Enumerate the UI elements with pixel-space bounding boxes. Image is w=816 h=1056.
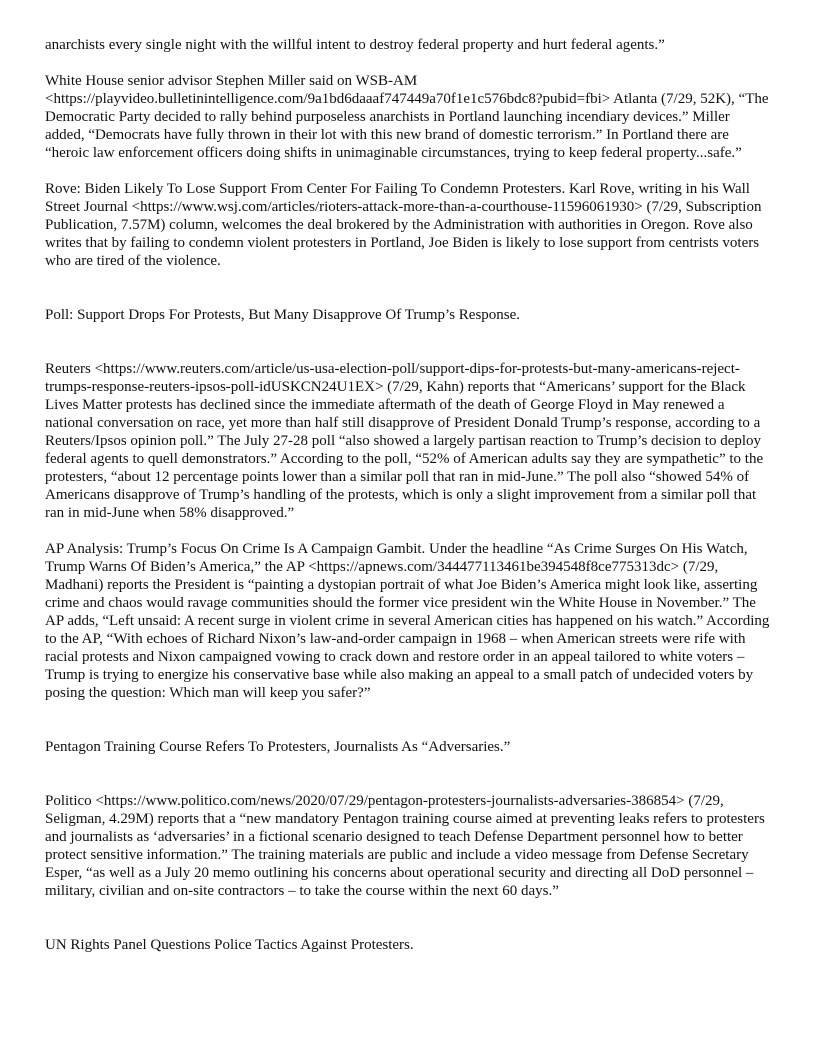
paragraph-politico-report: Politico <https://www.politico.com/news/2020/07/29/pentagon-protesters-journalists-adversaries-386854> (7/29, Seligman, 4.29M) reports that a “new mandatory Pentagon training course aimed at preventing leaks refers to protesters and journalists as ‘adversaries’ in a fictional scenario designed to teach Defense Department personnel how to better protect sensitive information.” The training materials are public and include a video message from Defense Secretary Esper, “as well as a July 20 memo outlining his concerns about operational security and directing all DoD personnel – military, civilian and on-site contractors – to take the course within the next 60 days.” — [45, 793, 765, 899]
paragraph-rove-column: Rove: Biden Likely To Lose Support From Center For Failing To Condemn Protesters. Karl Rove, writing in his Wall Street Journal <https://www.wsj.com/articles/rioters-attack-more-than-a-courthouse-11596061930> (7/29, Subscription Publication, 7.57M) column, welcomes the deal brokered by the Administration with authorities in Oregon. Rove also writes that by failing to condemn violent protesters in Portland, Joe Biden is likely to lose support from centrists voters who are tired of the violence. — [45, 181, 762, 269]
paragraph-continuation: anarchists every single night with the willful intent to destroy federal property and hurt federal agents.” — [45, 37, 665, 53]
headline-un-rights-panel: UN Rights Panel Questions Police Tactics Against Protesters. — [45, 937, 414, 953]
headline-pentagon-training: Pentagon Training Course Refers To Protesters, Journalists As “Adversaries.” — [45, 739, 511, 755]
paragraph-reuters-poll: Reuters <https://www.reuters.com/article/us-usa-election-poll/support-dips-for-protests-but-many-americans-reject-trumps-response-reuters-ipsos-poll-idUSKCN24U1EX> (7/29, Kahn) reports that “Americans’ support for the Black Lives Matter protests has declined since the immediate aftermath of the death of George Floyd in May renewed a national conversation on race, yet more than half still disapprove of President Donald Trump’s response, according to a Reuters/Ipsos opinion poll.” The July 27-28 poll “also showed a largely partisan reaction to Trump’s decision to deploy federal agents to quell demonstrators.” According to the poll, “52% of American adults say they are sympathetic” to the protesters, “about 12 percentage points lower than a similar poll that ran in mid-June.” The poll also “showed 54% of Americans disapprove of Trump’s handling of the protests, which is only a slight improvement from a similar poll that ran in mid-June when 58% disapproved.” — [45, 361, 764, 521]
headline-poll: Poll: Support Drops For Protests, But Many Disapprove Of Trump’s Response. — [45, 307, 521, 323]
document-page — [45, 36, 773, 954]
paragraph-miller-quote: White House senior advisor Stephen Miller said on WSB-AM <https://playvideo.bulletinintelligence.com/9a1bd6daaaf747449a70f1e1c576bdc8?pubid=fbi> Atlanta (7/29, 52K), “The Democratic Party decided to rally behind purposeless anarchists in Portland launching incendiary devices.” Miller added, “Democrats have fully thrown in their lot with this new brand of domestic terrorism.” In Portland there are “heroic law enforcement officers doing shifts in unimaginable circumstances, trying to keep federal property...safe.” — [45, 73, 769, 161]
paragraph-ap-analysis: AP Analysis: Trump’s Focus On Crime Is A Campaign Gambit. Under the headline “As Crime Surges On His Watch, Trump Warns Of Biden’s America,” the AP <https://apnews.com/344477113461be394548f8ce775313dc> (7/29, Madhani) reports the President is “painting a dystopian portrait of what Joe Biden’s America might look like, asserting crime and chaos would ravage communities should the former vice president win the White House in November.” The AP adds, “Left unsaid: A recent surge in violent crime in several American cities has happened on his watch.” According to the AP, “With echoes of Richard Nixon’s law-and-order campaign in 1968 – when American streets were rife with racial protests and Nixon campaigned vowing to crack down and restore order in an appeal tailored to white voters – Trump is trying to energize his conservative base while also making an appeal to a small patch of undecided voters by posing the question: Which man will keep you safer?” — [45, 541, 770, 701]
